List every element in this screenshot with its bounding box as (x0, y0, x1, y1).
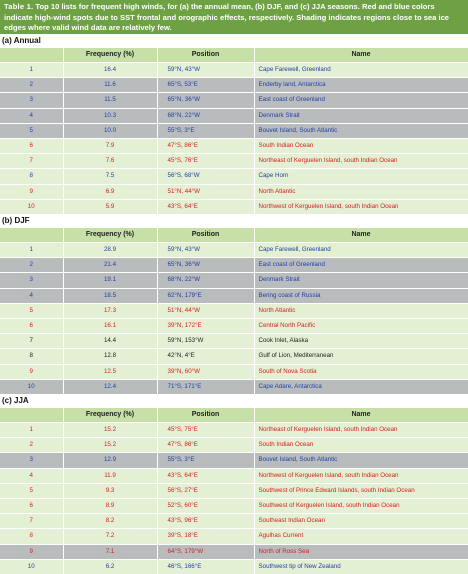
table-row (0, 468, 468, 483)
cell-name: South Indian Ocean (254, 139, 468, 154)
cell-freq: 12.9 (63, 453, 157, 468)
cell-rank: 3 (0, 93, 63, 108)
cell-freq: 19.1 (63, 273, 157, 288)
cell-rank: 5 (0, 123, 63, 138)
cell-rank: 7 (0, 334, 63, 349)
cell-freq: 11.6 (63, 78, 157, 93)
header-row (0, 408, 468, 423)
header-row (0, 48, 468, 63)
cell-pos: 68°N, 22°W (157, 273, 254, 288)
table-row (0, 273, 468, 288)
cell-name: Gulf of Lion, Mediterranean (254, 349, 468, 364)
cell-name: North Atlantic (254, 303, 468, 318)
table-row (0, 544, 468, 559)
cell-name: Northwest of Kerguelen Island, south Indian Ocean (254, 199, 468, 214)
section-title: (a) Annual (2, 36, 41, 45)
cell-freq: 8.2 (63, 514, 157, 529)
cell-pos: 43°S, 64°E (157, 199, 254, 214)
table-row (0, 453, 468, 468)
table-row (0, 108, 468, 123)
cell-freq: 7.6 (63, 154, 157, 169)
cell-rank: 9 (0, 364, 63, 379)
cell-freq: 18.5 (63, 288, 157, 303)
column-header-name: Name (254, 228, 468, 243)
column-header-rank (0, 408, 63, 423)
cell-freq: 16.1 (63, 319, 157, 334)
cell-rank: 3 (0, 273, 63, 288)
table-row (0, 123, 468, 138)
cell-name: Bouvet Island, South Atlantic (254, 453, 468, 468)
cell-freq: 12.8 (63, 349, 157, 364)
cell-rank: 8 (0, 169, 63, 184)
data-table (0, 48, 468, 214)
cell-pos: 51°N, 44°W (157, 303, 254, 318)
cell-freq: 14.4 (63, 334, 157, 349)
cell-freq: 15.2 (63, 423, 157, 438)
cell-name: North of Ross Sea (254, 544, 468, 559)
column-header-pos: Position (157, 48, 254, 63)
cell-name: Southwest of Kerguelen Island, south Indian Ocean (254, 499, 468, 514)
cell-rank: 4 (0, 288, 63, 303)
column-header-freq: Frequency (%) (63, 228, 157, 243)
table-row (0, 139, 468, 154)
cell-name: Denmark Strait (254, 273, 468, 288)
table-row (0, 379, 468, 394)
cell-rank: 8 (0, 529, 63, 544)
cell-pos: 47°S, 86°E (157, 438, 254, 453)
cell-freq: 28.9 (63, 243, 157, 258)
cell-rank: 1 (0, 423, 63, 438)
section-title: (c) JJA (2, 396, 29, 406)
cell-pos: 39°N, 172°E (157, 319, 254, 334)
cell-freq: 16.4 (63, 63, 157, 78)
caption-text: Top 10 lists for frequent high winds, for (a) the annual mean, (b) DJF, and (c) JJA seasons. Red and blue colors indicate high-wind spots due to SST frontal and orographic effects, respectively. Shading indicates regions close to sea ice edges where valid wind data are relatively few. (4, 2, 450, 33)
cell-pos: 71°S, 171°E (157, 379, 254, 394)
cell-name: Northwest of Kerguelen Island, south Indian Ocean (254, 468, 468, 483)
table-caption (0, 0, 468, 34)
cell-name: Enderby land, Antarctica (254, 78, 468, 93)
column-header-pos: Position (157, 228, 254, 243)
cell-freq: 11.5 (63, 93, 157, 108)
cell-name: South of Nova Scotia (254, 364, 468, 379)
cell-name: Northeast of Kerguelen Island, south Indian Ocean (254, 423, 468, 438)
cell-rank: 9 (0, 184, 63, 199)
cell-pos: 56°S, 27°E (157, 483, 254, 498)
table-row (0, 499, 468, 514)
cell-rank: 1 (0, 243, 63, 258)
cell-pos: 43°S, 64°E (157, 468, 254, 483)
cell-freq: 11.9 (63, 468, 157, 483)
cell-pos: 51°N, 44°W (157, 184, 254, 199)
cell-pos: 56°S, 68°W (157, 169, 254, 184)
cell-pos: 59°N, 43°W (157, 63, 254, 78)
cell-pos: 65°N, 36°W (157, 93, 254, 108)
table-row (0, 483, 468, 498)
table-sections (0, 34, 468, 574)
cell-freq: 12.4 (63, 379, 157, 394)
table-row (0, 319, 468, 334)
cell-pos: 59°N, 43°W (157, 243, 254, 258)
table-row (0, 529, 468, 544)
cell-pos: 65°S, 53°E (157, 78, 254, 93)
table-row (0, 169, 468, 184)
cell-rank: 4 (0, 468, 63, 483)
cell-name: Southeast Indian Ocean (254, 514, 468, 529)
table-row (0, 184, 468, 199)
cell-rank: 3 (0, 453, 63, 468)
cell-pos: 46°S, 166°E (157, 559, 254, 574)
column-header-rank (0, 48, 63, 63)
cell-pos: 62°N, 179°E (157, 288, 254, 303)
cell-freq: 8.9 (63, 499, 157, 514)
cell-pos: 52°S, 60°E (157, 499, 254, 514)
table-row (0, 364, 468, 379)
table-row (0, 258, 468, 273)
cell-name: South Indian Ocean (254, 438, 468, 453)
table-row (0, 303, 468, 318)
cell-pos: 47°S, 86°E (157, 139, 254, 154)
cell-pos: 39°S, 18°E (157, 529, 254, 544)
cell-freq: 5.9 (63, 199, 157, 214)
column-header-rank (0, 228, 63, 243)
cell-rank: 6 (0, 499, 63, 514)
cell-rank: 2 (0, 438, 63, 453)
column-header-freq: Frequency (%) (63, 408, 157, 423)
header-row (0, 228, 468, 243)
cell-name: Central North Pacific (254, 319, 468, 334)
cell-name: Southwest tip of New Zealand (254, 559, 468, 574)
cell-freq: 9.3 (63, 483, 157, 498)
cell-rank: 2 (0, 78, 63, 93)
cell-pos: 65°N, 36°W (157, 258, 254, 273)
cell-rank: 6 (0, 139, 63, 154)
cell-pos: 39°N, 60°W (157, 364, 254, 379)
cell-rank: 6 (0, 319, 63, 334)
cell-rank: 1 (0, 63, 63, 78)
cell-name: North Atlantic (254, 184, 468, 199)
table-row (0, 78, 468, 93)
cell-rank: 5 (0, 483, 63, 498)
cell-name: Cook Inlet, Alaska (254, 334, 468, 349)
data-table (0, 408, 468, 574)
table-row (0, 423, 468, 438)
cell-freq: 6.2 (63, 559, 157, 574)
cell-name: Bouvet Island, South Atlantic (254, 123, 468, 138)
table-row (0, 93, 468, 108)
cell-freq: 12.5 (63, 364, 157, 379)
cell-name: Cape Horn (254, 169, 468, 184)
cell-rank: 10 (0, 379, 63, 394)
cell-rank: 8 (0, 349, 63, 364)
cell-pos: 43°S, 96°E (157, 514, 254, 529)
cell-freq: 6.9 (63, 184, 157, 199)
cell-rank: 9 (0, 544, 63, 559)
cell-name: East coast of Greenland (254, 93, 468, 108)
cell-freq: 10.0 (63, 123, 157, 138)
cell-freq: 7.2 (63, 529, 157, 544)
cell-name: Northeast of Kerguelen Island, south Indian Ocean (254, 154, 468, 169)
cell-freq: 17.3 (63, 303, 157, 318)
table-row (0, 199, 468, 214)
cell-name: Denmark Strait (254, 108, 468, 123)
cell-name: Cape Farewell, Greenland (254, 243, 468, 258)
column-header-name: Name (254, 408, 468, 423)
cell-rank: 10 (0, 559, 63, 574)
cell-freq: 21.4 (63, 258, 157, 273)
column-header-name: Name (254, 48, 468, 63)
cell-pos: 59°N, 153°W (157, 334, 254, 349)
cell-name: Bering coast of Russia (254, 288, 468, 303)
cell-pos: 55°S, 3°E (157, 453, 254, 468)
cell-pos: 64°S, 179°W (157, 544, 254, 559)
table-row (0, 63, 468, 78)
section-title: (b) DJF (2, 216, 30, 226)
cell-freq: 7.5 (63, 169, 157, 184)
cell-name: Cape Adare, Antarctica (254, 379, 468, 394)
cell-name: Southwest of Prince Edward Islands, south Indian Ocean (254, 483, 468, 498)
table-row (0, 288, 468, 303)
column-header-pos: Position (157, 408, 254, 423)
cell-name: Agulhas Current (254, 529, 468, 544)
cell-pos: 45°S, 75°E (157, 423, 254, 438)
cell-freq: 15.2 (63, 438, 157, 453)
cell-pos: 68°N, 22°W (157, 108, 254, 123)
cell-rank: 10 (0, 199, 63, 214)
data-table (0, 228, 468, 394)
table-row (0, 438, 468, 453)
cell-freq: 10.3 (63, 108, 157, 123)
table-row (0, 514, 468, 529)
cell-pos: 42°N, 4°E (157, 349, 254, 364)
cell-rank: 4 (0, 108, 63, 123)
cell-pos: 55°S, 3°E (157, 123, 254, 138)
cell-rank: 2 (0, 258, 63, 273)
cell-name: East coast of Greenland (254, 258, 468, 273)
table-row (0, 559, 468, 574)
table-row (0, 349, 468, 364)
table-row (0, 243, 468, 258)
cell-pos: 45°S, 76°E (157, 154, 254, 169)
table-row (0, 334, 468, 349)
caption-lead: Table 1. (4, 2, 34, 11)
cell-freq: 7.1 (63, 544, 157, 559)
cell-freq: 7.9 (63, 139, 157, 154)
table-row (0, 154, 468, 169)
cell-rank: 5 (0, 303, 63, 318)
cell-rank: 7 (0, 514, 63, 529)
column-header-freq: Frequency (%) (63, 48, 157, 63)
cell-name: Cape Farewell, Greenland (254, 63, 468, 78)
cell-rank: 7 (0, 154, 63, 169)
